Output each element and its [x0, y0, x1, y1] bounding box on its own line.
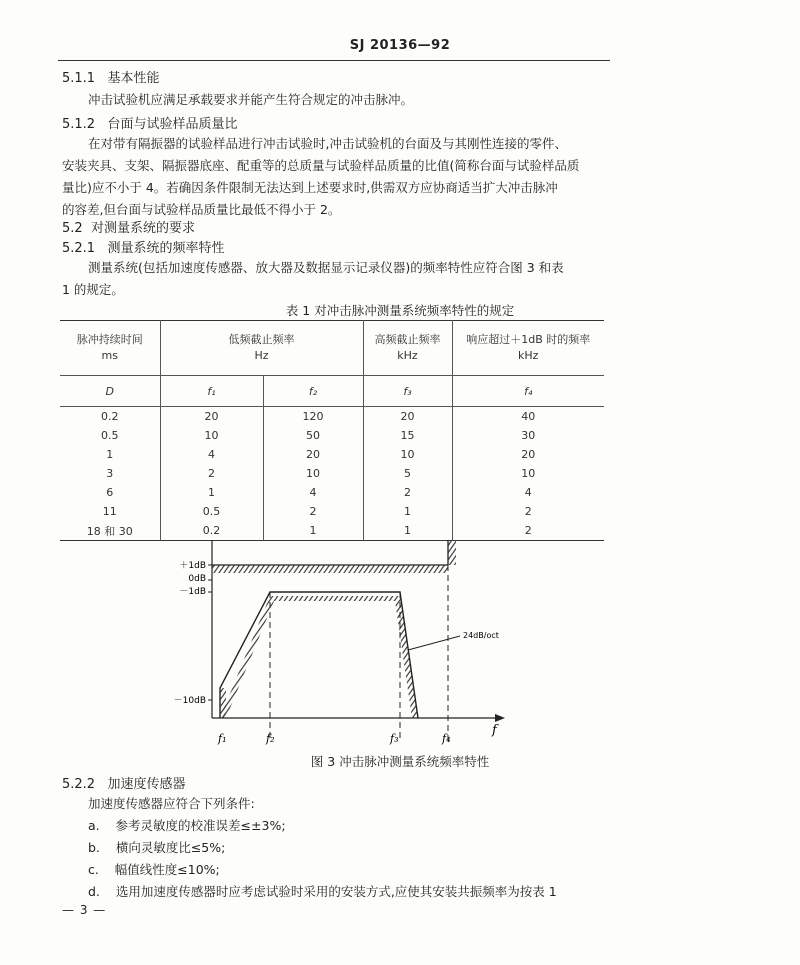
frequency-spec-table [60, 320, 604, 541]
label-0db: 0dB [188, 574, 206, 584]
label-f4: f₄ [442, 732, 451, 745]
x-axis-arrow-icon [495, 714, 505, 722]
section-5-1-2-line-3: 量比)应不小于 4。若确因条件限制无法达到上述要求时,供需双方应协商适当扩大冲击脉冲 [62, 180, 558, 195]
section-number: 5.2.2 [62, 777, 96, 792]
section-5-1-2-line-1: 在对带有隔振器的试验样品进行冲击试验时,冲击试验机的台面及与其刚性连接的零件、 [88, 136, 567, 151]
table-row: 0.2 20 120 20 40 [60, 407, 604, 427]
table-row: 18 和 30 0.2 1 1 2 [60, 521, 604, 541]
slope-leader-line [408, 636, 460, 650]
header-rule [58, 60, 610, 61]
table-header-row [60, 321, 604, 376]
table-row: 11 0.5 2 1 2 [60, 502, 604, 521]
section-title: 对测量系统的要求 [90, 221, 195, 236]
list-item: b. 横向灵敏度比≤5%; [88, 840, 226, 855]
section-title: 加速度传感器 [107, 777, 186, 792]
page-number: — 3 — [62, 903, 107, 917]
symbol-cell: D [60, 376, 160, 407]
label-f3: f₃ [390, 732, 399, 745]
symbol-cell: f₂ [263, 376, 363, 407]
section-number: 5.1.1 [62, 71, 96, 86]
section-5-1-2-line-2: 安装夹具、支架、隔振器底座、配重等的总质量与试验样品质量的比值(简称台面与试验样品质 [62, 158, 580, 173]
table-row: 0.5 10 50 15 30 [60, 426, 604, 445]
section-5-1-1-heading [62, 70, 160, 88]
header-low-cutoff: 低频截止频率 Hz [160, 321, 363, 376]
upper-limit-wall-hatch [448, 540, 456, 565]
f1-wall-hatch [220, 688, 226, 718]
table-row: 6 1 4 2 4 [60, 483, 604, 502]
label-axis-f: f [492, 723, 497, 738]
symbol-cell: f₁ [160, 376, 263, 407]
table-symbol-row [60, 376, 604, 407]
section-5-1-1-text: 冲击试验机应满足承载要求并能产生符合规定的冲击脉冲。 [88, 92, 414, 107]
section-5-2-heading [62, 220, 195, 238]
section-number: 5.1.2 [62, 117, 96, 132]
section-5-1-2-heading [62, 116, 238, 134]
section-5-2-1-line-1: 测量系统(包括加速度传感器、放大器及数据显示记录仪器)的频率特性应符合图 3 和表 [88, 260, 564, 275]
list-item: d. 选用加速度传感器时应考虑试验时采用的安装方式,应使其安装共振频率为按表 1 [88, 884, 557, 899]
section-number: 5.2.1 [62, 241, 96, 256]
list-item: a. 参考灵敏度的校准误差≤±3%; [88, 818, 286, 833]
label-plus-1db: ＋1dB [179, 561, 206, 571]
section-5-1-2-line-4: 的容差,但台面与试验样品质量比最低不得小于 2。 [62, 202, 341, 217]
figure-3-caption: 图 3 冲击脉冲测量系统频率特性 [310, 754, 490, 769]
section-title: 台面与试验样品质量比 [107, 117, 238, 132]
label-minus-10db: －10dB [173, 696, 206, 706]
table-1-caption: 表 1 对冲击脉冲测量系统频率特性的规定 [285, 303, 515, 318]
section-5-2-2-intro: 加速度传感器应符合下列条件: [88, 796, 255, 811]
section-number: 5.2 [62, 221, 83, 236]
section-5-2-1-heading [62, 240, 225, 258]
figure-3-diagram [150, 540, 520, 750]
header-high-cutoff: 高频截止频率 kHz [363, 321, 452, 376]
document-code: SJ 20136—92 [349, 38, 451, 53]
lower-boundary-hatch [220, 596, 418, 718]
section-title: 基本性能 [107, 71, 160, 86]
section-5-2-1-line-2: 1 的规定。 [62, 282, 124, 297]
label-minus-1db: －1dB [179, 587, 206, 597]
table-row: 1 4 20 10 20 [60, 445, 604, 464]
header-response: 响应超过＋1dB 时的频率 kHz [452, 321, 604, 376]
header-duration: 脉冲持续时间 ms [60, 321, 160, 376]
label-f2: f₂ [266, 732, 275, 745]
label-slope: 24dB/oct [463, 631, 499, 640]
table-row: 3 2 10 5 10 [60, 464, 604, 483]
symbol-cell: f₃ [363, 376, 452, 407]
label-f1: f₁ [218, 732, 227, 745]
list-item: c. 幅值线性度≤10%; [88, 862, 220, 877]
symbol-cell: f₄ [452, 376, 604, 407]
section-title: 测量系统的频率特性 [107, 241, 225, 256]
section-5-2-2-heading [62, 776, 186, 794]
upper-limit-hatch [212, 565, 448, 573]
